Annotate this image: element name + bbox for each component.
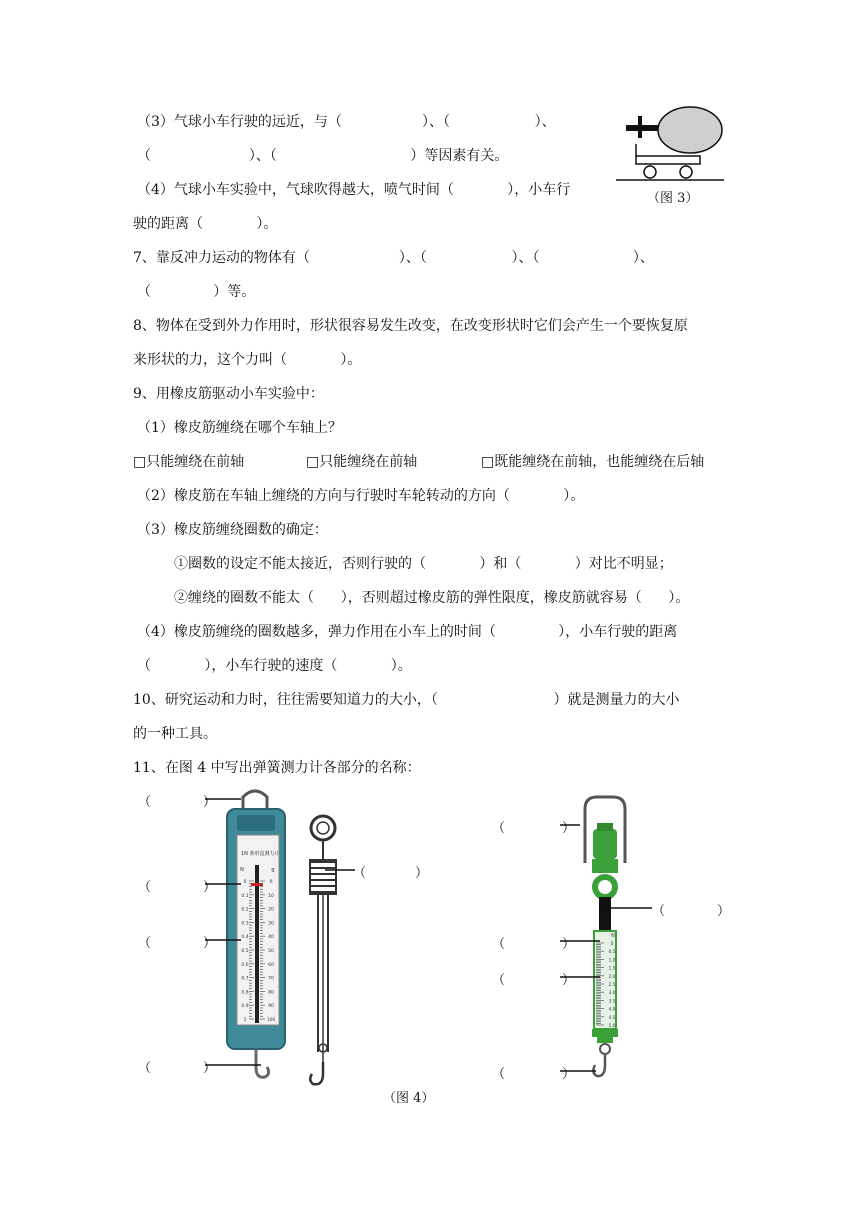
scale-label-right: 20 xyxy=(268,907,274,913)
scale-label: 2.5 xyxy=(608,982,616,987)
label-blank-hook-close: ） xyxy=(203,1061,217,1076)
scale-unit: N xyxy=(611,933,615,939)
q9-option-2[interactable]: □只能缠绕在前轴 xyxy=(306,454,418,470)
scale-label: 3.5 xyxy=(608,998,616,1004)
q4-line2: 驶的距离（ ）。 xyxy=(133,216,278,232)
scale-label-left: 0.1 xyxy=(241,893,249,899)
label-blank-top-ring-close: ） xyxy=(203,795,217,810)
scale-label: 1.0 xyxy=(608,957,616,963)
q7-line2: （ ）等。 xyxy=(137,284,256,300)
q9-sub3: （3）橡皮筋缠绕圈数的确定： xyxy=(137,522,328,538)
scale-label: 3.0 xyxy=(608,990,616,996)
scale-label-right: 10 xyxy=(268,893,274,899)
q8-line1: 8、物体在受到外力作用时，形状很容易发生改变，在改变形状时它们会产生一个要恢复原 xyxy=(133,318,688,334)
car-body xyxy=(636,156,700,164)
scale-label-left: 0.8 xyxy=(241,990,249,996)
scale-unit-right: g xyxy=(271,867,275,873)
scale-label-right: 40 xyxy=(268,935,274,941)
scale-label-left: 0.9 xyxy=(241,1004,249,1010)
scale-label: 0.5 xyxy=(608,949,616,955)
label-blank-right-ring[interactable]: （ xyxy=(492,821,506,836)
scale-label-right: 70 xyxy=(268,976,274,982)
balloon-car-figure xyxy=(612,102,727,187)
label-blank-spring[interactable]: （ xyxy=(353,866,367,881)
label-blank-right-spring-close: ） xyxy=(717,904,731,919)
q9-sub4-line2: （ ），小车行驶的速度（ ）。 xyxy=(137,658,412,674)
label-blank-right-hook[interactable]: （ xyxy=(492,1067,506,1082)
label-blank-scale[interactable]: （ xyxy=(138,936,152,951)
q9-sub3-item1: ①圈数的设定不能太接近，否则行驶的（ ）和（ ）对比不明显； xyxy=(174,556,673,572)
q10-line2: 的一种工具。 xyxy=(133,726,217,742)
svg-text:1N 条形盒测力计: 1N 条形盒测力计 xyxy=(241,851,280,857)
q7-line1: 7、靠反冲力运动的物体有（ ）、（ ）、（ ）、 xyxy=(133,250,654,266)
label-blank-right-scale[interactable]: （ xyxy=(492,973,506,988)
scale-unit-left: N xyxy=(240,867,244,873)
q4-line1: （4）气球小车实验中，气球吹得越大，喷气时间（ ），小车行 xyxy=(137,182,571,198)
figure4-caption: （图 4） xyxy=(383,1091,435,1106)
wheel-back xyxy=(680,166,692,178)
scale-label: 0 xyxy=(610,941,614,946)
label-blank-pointer[interactable]: （ xyxy=(138,880,152,895)
scale-label-right: 90 xyxy=(268,1004,274,1010)
label-blank-right-hook-close: ） xyxy=(562,1067,576,1082)
q9-sub4-line1: （4）橡皮筋缠绕的圈数越多，弹力作用在小车上的时间（ ），小车行驶的距离 xyxy=(137,624,678,640)
label-blank-pointer-close: ） xyxy=(203,880,217,895)
scale-label: 2.0 xyxy=(608,973,616,979)
wheel-front xyxy=(644,166,656,178)
q10-line1: 10、研究运动和力时，往往需要知道力的大小，（ ）就是测量力的大小 xyxy=(133,692,680,708)
scale-label-left: 0 xyxy=(243,880,247,885)
scale-label-left: 0.2 xyxy=(241,907,249,913)
scale-label-right: 0 xyxy=(269,880,273,885)
figure3-caption: （图 3） xyxy=(647,191,699,206)
q9-option-3[interactable]: □既能缠绕在前轴，也能缠绕在后轴 xyxy=(481,454,705,470)
scale-label-right: 100 xyxy=(266,1018,276,1023)
scale-label-left: 0.7 xyxy=(241,976,249,982)
scale-label-right: 50 xyxy=(268,949,274,954)
label-blank-right-ring-close: ） xyxy=(562,821,576,836)
scale-label: 4.5 xyxy=(608,1014,616,1020)
label-blank-scale-close: ） xyxy=(203,936,217,951)
scale-label: 5.0 xyxy=(608,1023,616,1028)
q9-option-1[interactable]: □只能缠绕在前轴 xyxy=(133,454,245,470)
balloon xyxy=(658,107,722,153)
scale-label: 4.0 xyxy=(608,1006,616,1012)
scale-label: 1.5 xyxy=(608,965,616,971)
label-blank-top-ring[interactable]: （ xyxy=(138,795,152,810)
scale-label-left: 0.4 xyxy=(241,935,249,941)
label-blank-right-pointer[interactable]: （ xyxy=(492,937,506,952)
scale-label-left: 0.3 xyxy=(241,921,249,927)
q9-sub1: （1）橡皮筋缠绕在哪个车轴上？ xyxy=(137,420,342,436)
q9-title: 9、用橡皮筋驱动小车实验中： xyxy=(133,386,324,402)
q3-line2: （ ）、（ ）等因素有关。 xyxy=(137,148,509,164)
left-leader-lines xyxy=(135,790,435,1080)
label-blank-hook[interactable]: （ xyxy=(138,1061,152,1076)
q9-sub2: （2）橡皮筋在车轴上缠绕的方向与行驶时车轮转动的方向（ ）。 xyxy=(137,488,585,504)
scale-label-right: 60 xyxy=(268,962,274,968)
label-blank-spring-close: ） xyxy=(415,866,429,881)
q9-sub3-item2: ②缠绕的圈数不能太（ ），否则超过橡皮筋的弹性限度，橡皮筋就容易（ ）。 xyxy=(174,590,690,606)
q3-line1: （3）气球小车行驶的远近，与（ ）、（ ）、 xyxy=(137,114,556,130)
scale-label-left: 1 xyxy=(243,1018,247,1023)
q11-line1: 11、在图 4 中写出弹簧测力计各部分的名称： xyxy=(133,760,421,776)
label-blank-right-spring[interactable]: （ xyxy=(652,904,666,919)
scale-label-right: 30 xyxy=(268,921,274,927)
post xyxy=(638,116,642,138)
scale-label-left: 0.5 xyxy=(241,949,249,954)
label-blank-right-scale-close: ） xyxy=(562,973,576,988)
scale-label-left: 0.6 xyxy=(241,962,249,968)
q8-line2: 来形状的力，这个力叫（ ）。 xyxy=(133,352,362,368)
scale-label-right: 80 xyxy=(268,990,274,996)
label-blank-right-pointer-close: ） xyxy=(562,937,576,952)
